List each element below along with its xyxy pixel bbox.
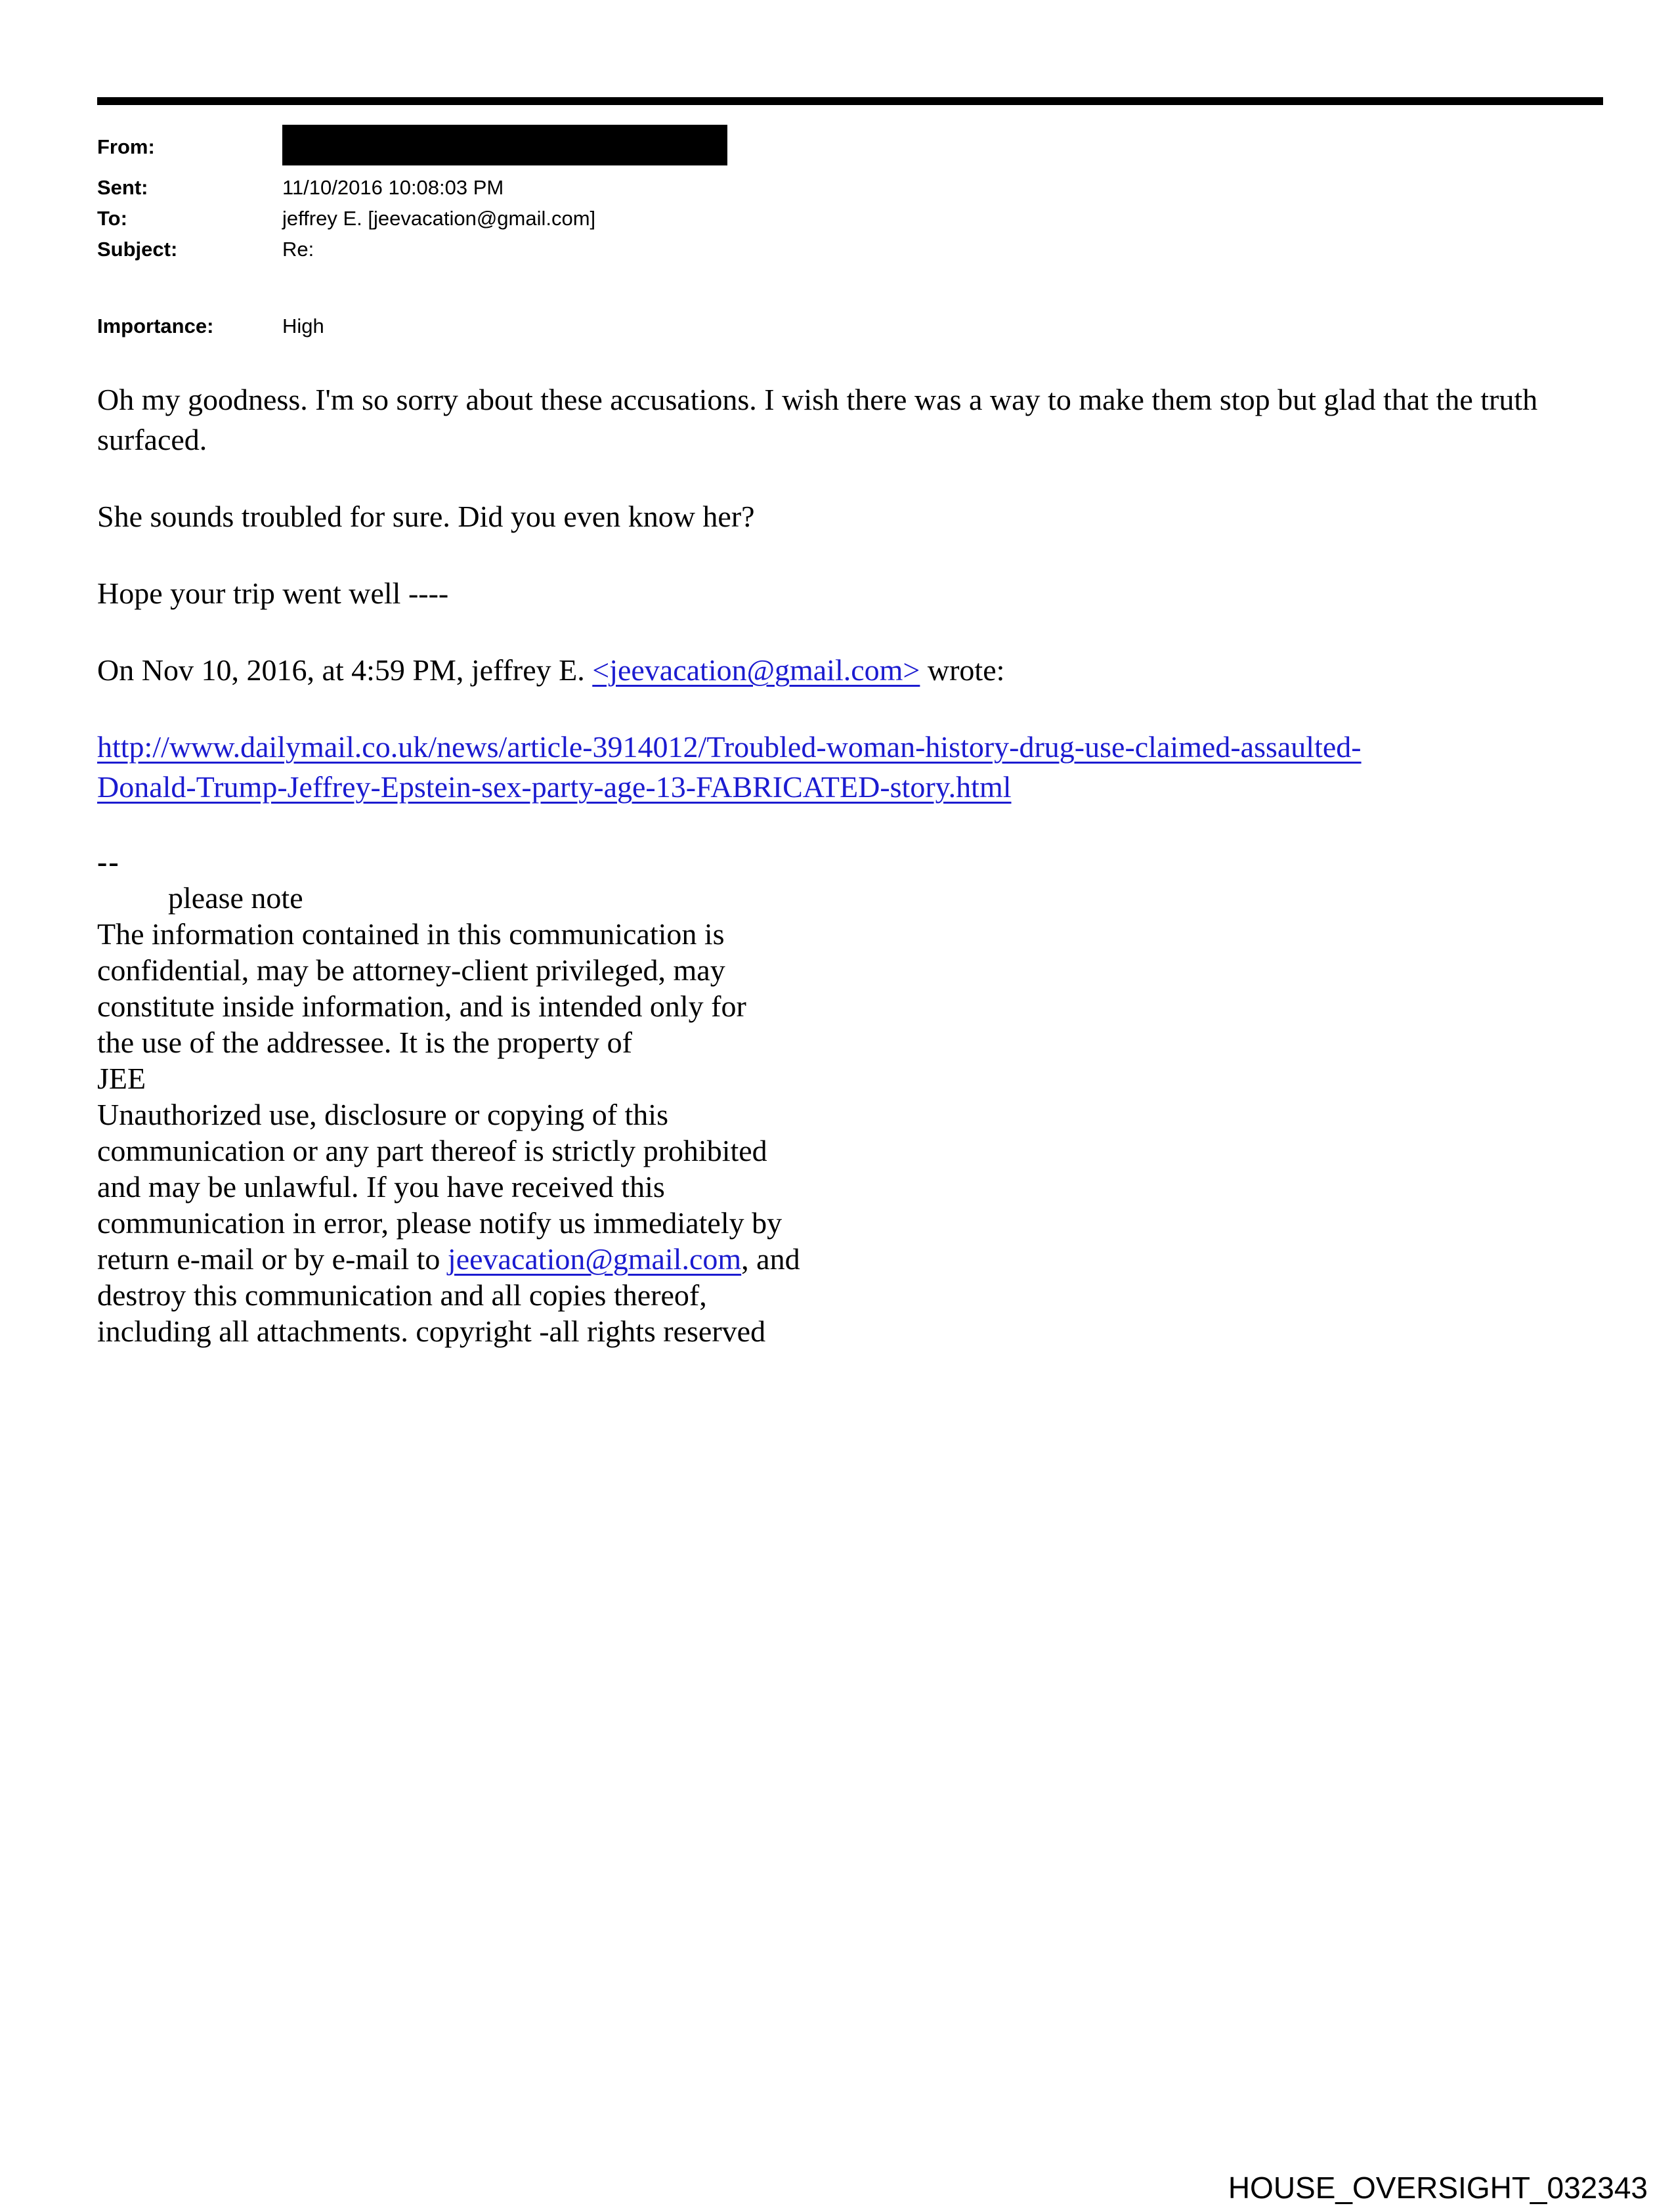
- subject-value: Re:: [282, 238, 314, 261]
- email-body: [97, 380, 1602, 1349]
- signature-block: [97, 844, 1602, 1349]
- header-row-subject: [97, 234, 727, 265]
- signature-separator: --: [97, 845, 120, 878]
- disclaimer-email-suffix: , and: [741, 1242, 800, 1276]
- from-redaction-bar: [282, 125, 727, 165]
- disclaimer-line: destroy this communication and all copies thereof,: [97, 1278, 707, 1312]
- article-url-link[interactable]: [97, 727, 1602, 807]
- disclaimer-line: including all attachments. copyright -all rights reserved: [97, 1314, 766, 1348]
- to-label: To:: [97, 207, 127, 230]
- disclaimer-line: constitute inside information, and is intended only for: [97, 989, 746, 1023]
- header-divider-rule: [97, 97, 1603, 105]
- bates-number: HOUSE_OVERSIGHT_032343: [1228, 2171, 1648, 2205]
- quote-attribution-prefix: On Nov 10, 2016, at 4:59 PM, jeffrey E.: [97, 653, 593, 687]
- disclaimer-email-link[interactable]: jeevacation@gmail.com: [447, 1242, 742, 1276]
- importance-value: High: [282, 314, 324, 337]
- body-paragraph-2: She sounds troubled for sure. Did you even know her?: [97, 500, 755, 533]
- header-row-to: [97, 203, 727, 234]
- article-url-line-2: Donald-Trump-Jeffrey-Epstein-sex-party-age-13-FABRICATED-story.html: [97, 770, 1012, 804]
- disclaimer-email-prefix: return e-mail or by e-mail to: [97, 1242, 448, 1276]
- disclaimer-line: and may be unlawful. If you have received this: [97, 1170, 665, 1204]
- quote-attribution-line: [97, 650, 1602, 690]
- disclaimer-line: communication or any part thereof is strictly prohibited: [97, 1134, 767, 1167]
- disclaimer-email-line: [97, 1241, 1602, 1277]
- body-paragraph-3: Hope your trip went well ----: [97, 576, 449, 610]
- subject-label: Subject:: [97, 238, 178, 261]
- header-row-importance: [97, 311, 727, 341]
- to-value: jeffrey E. [jeevacation@gmail.com]: [282, 207, 596, 230]
- sent-label: Sent:: [97, 176, 148, 199]
- importance-label: Importance:: [97, 314, 214, 337]
- header-row-sent: [97, 172, 727, 203]
- from-label: From:: [97, 135, 155, 158]
- header-row-from: [97, 131, 727, 172]
- disclaimer-line: confidential, may be attorney-client privileged, may: [97, 953, 725, 987]
- quote-attribution-suffix: wrote:: [920, 653, 1005, 687]
- signature-note: please note: [168, 881, 303, 915]
- sent-value: 11/10/2016 10:08:03 PM: [282, 176, 504, 199]
- disclaimer-line: The information contained in this communication is: [97, 917, 725, 951]
- email-header: [97, 131, 727, 341]
- disclaimer-line: communication in error, please notify us immediately by: [97, 1206, 783, 1240]
- article-url-line-1: http://www.dailymail.co.uk/news/article-3914012/Troubled-woman-history-drug-use-claimed-assaulted-: [97, 730, 1362, 764]
- sender-email-link[interactable]: <jeevacation@gmail.com>: [592, 653, 920, 687]
- disclaimer-line: JEE: [97, 1062, 146, 1095]
- body-paragraph-1: Oh my goodness. I'm so sorry about these accusations. I wish there was a way to make them stop but glad that the truth surfaced.: [97, 383, 1538, 456]
- disclaimer-line: the use of the addressee. It is the property of: [97, 1026, 632, 1059]
- disclaimer-line: Unauthorized use, disclosure or copying of this: [97, 1098, 668, 1131]
